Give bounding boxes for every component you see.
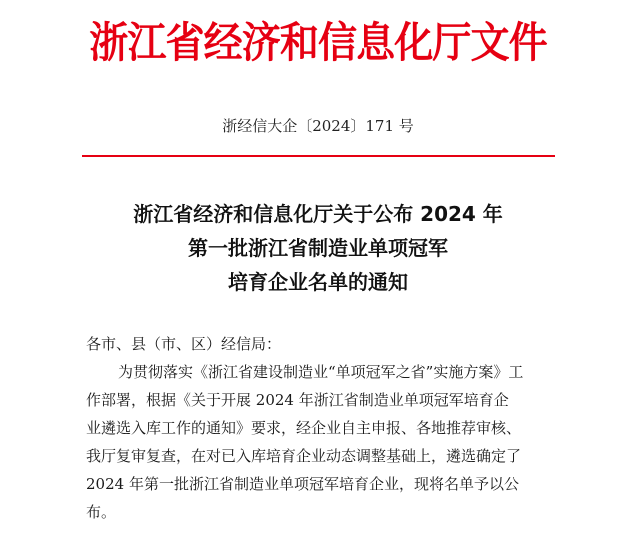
notice-title-line-2: 第一批浙江省制造业单项冠军	[188, 236, 448, 260]
red-divider-rule	[82, 155, 555, 157]
document-number: 浙经信大企〔2024〕171 号	[222, 117, 414, 135]
notice-body	[86, 330, 556, 526]
body-line-1: 为贯彻落实《浙江省建设制造业“单项冠军之省”实施方案》工	[118, 363, 524, 381]
body-line-4: 我厅复审复查，在对已入库培育企业动态调整基础上，遴选确定了	[86, 447, 522, 465]
notice-title-line-1: 浙江省经济和信息化厅关于公布 2024 年	[133, 202, 503, 226]
body-line-3: 业遴选入库工作的通知》要求，经企业自主申报、各地推荐审核、	[86, 419, 522, 437]
issuer-header-title: 浙江省经济和信息化厅文件	[89, 18, 547, 67]
notice-title	[0, 197, 636, 299]
body-line-6: 布。	[86, 503, 117, 521]
body-line-5: 2024 年第一批浙江省制造业单项冠军培育企业，现将名单予以公	[86, 475, 519, 493]
salutation: 各市、县（市、区）经信局：	[86, 335, 282, 353]
notice-title-line-3: 培育企业名单的通知	[228, 270, 408, 294]
body-line-2: 作部署，根据《关于开展 2024 年浙江省制造业单项冠军培育企	[86, 391, 509, 409]
